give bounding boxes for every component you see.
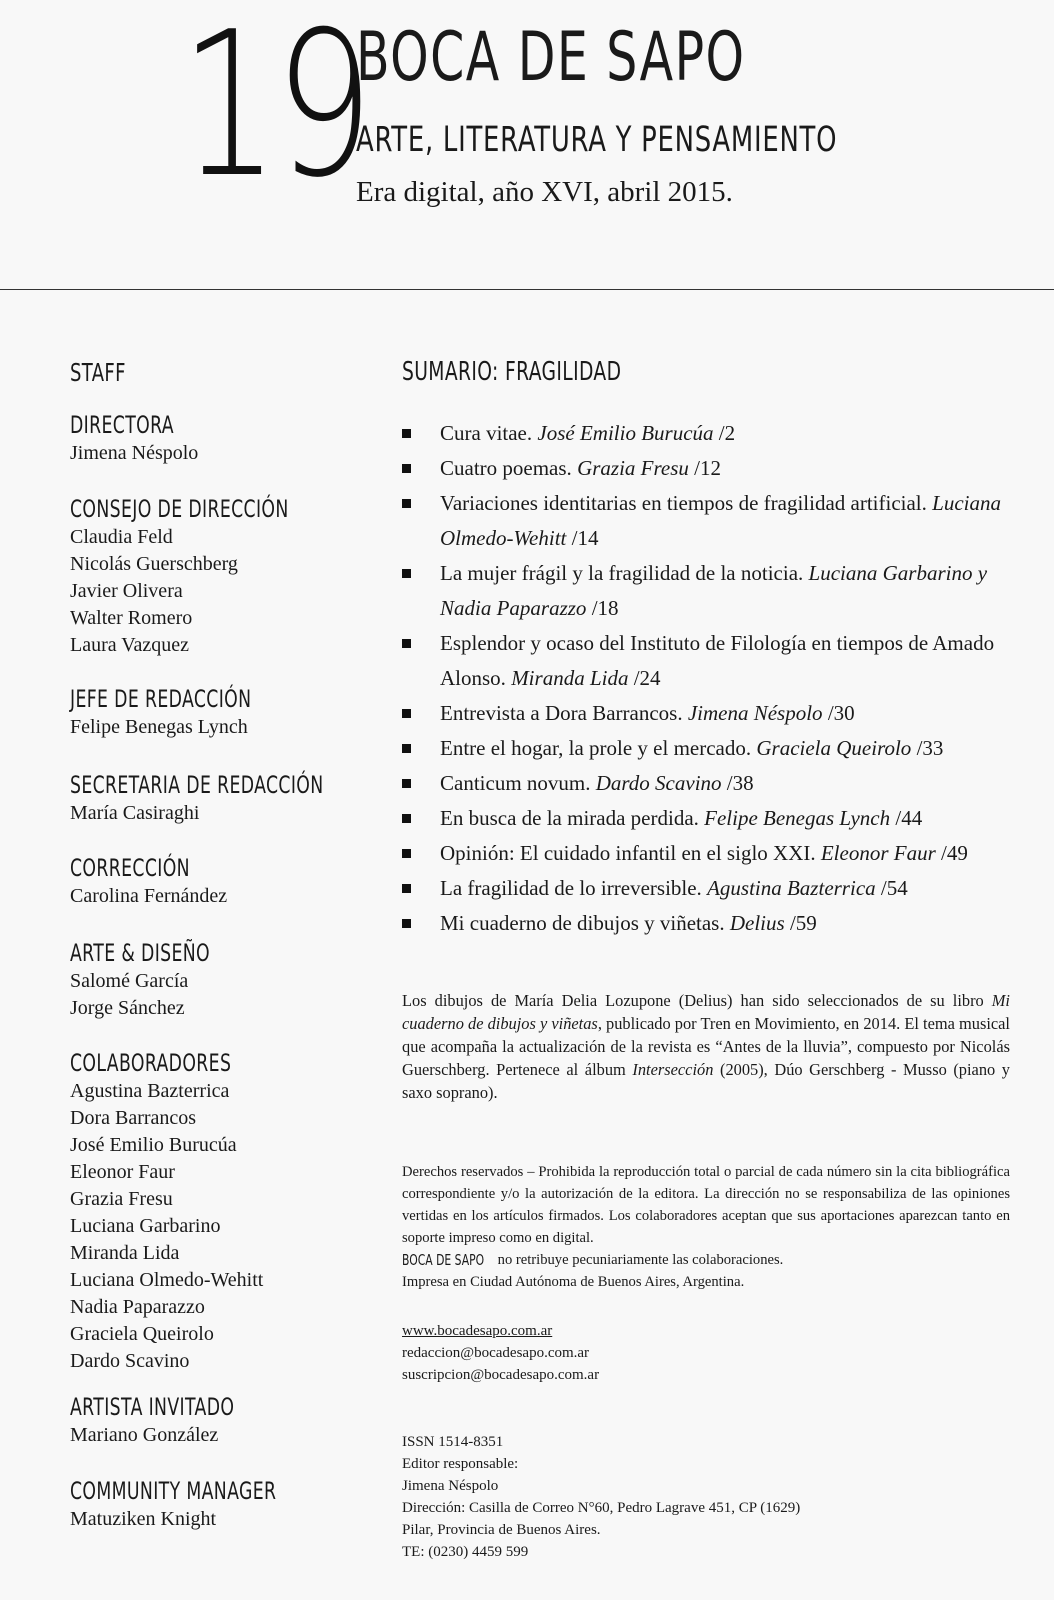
staff-name: Luciana Olmedo-Wehitt [70,1269,264,1291]
staff-name: Luciana Garbarino [70,1215,221,1237]
subscription-email[interactable]: suscripcion@bocadesapo.com.ar [402,1367,600,1383]
toc-author: Dardo Scavino [595,771,722,795]
editorial-email[interactable]: redaccion@bocadesapo.com.ar [402,1345,590,1361]
staff-name: Dardo Scavino [70,1350,190,1372]
book-title: Mi cuaderno de dibujos y viñetas [402,991,1010,1033]
staff-role: JEFE DE REDACCIÓN [70,685,252,713]
square-bullet-icon [402,779,411,788]
summary-column [402,356,1012,935]
staff-name: Nadia Paparazzo [70,1296,205,1318]
staff-section-consejo [70,494,370,659]
staff-name: Jimena Néspolo [70,442,199,464]
contact-block [402,1320,1010,1386]
staff-name: Salomé García [70,970,189,992]
staff-name: Javier Olivera [70,580,183,602]
square-bullet-icon [402,709,411,718]
editor-name: Jimena Néspolo [402,1478,499,1494]
rights-notice [402,1161,1010,1293]
toc-page: /44 [895,806,923,830]
rights-text: Derechos reservados – Prohibida la reproducción total o parcial de cada número sin la cita bibliográfica correspondiente y/o la autorización de la editora. La dirección no se responsabiliza de las opiniones vertidas en los artículos firmados. Los colaboradores aceptan que sus aportaciones aparezcan tanto en soporte impreso como en digital. [402,1164,1010,1246]
staff-name: Laura Vazquez [70,634,190,656]
summary-heading: SUMARIO: FRAGILIDAD [402,357,622,387]
staff-role: COLABORADORES [70,1049,232,1077]
toc-item[interactable] [402,696,1012,731]
toc-author: Delius [729,911,785,935]
staff-name: Walter Romero [70,607,193,629]
square-bullet-icon [402,744,411,753]
toc-author: Miranda Lida [511,666,629,690]
brand-note-line [402,1249,1010,1271]
staff-name: Mariano González [70,1424,219,1446]
staff-role: ARTE & DISEÑO [70,939,211,967]
square-bullet-icon [402,849,411,858]
toc-title: Entrevista a Dora Barrancos. [440,701,683,725]
table-of-contents [402,416,1012,941]
staff-name: Nicolás Guerschberg [70,553,238,575]
square-bullet-icon [402,919,411,928]
square-bullet-icon [402,499,411,508]
toc-title: Entre el hogar, la prole y el mercado. [440,736,752,760]
imprint-block [402,1431,1010,1563]
toc-author: Luciana Olmedo-Wehitt [440,491,1001,550]
staff-section-correccion [70,853,370,910]
header-divider [0,289,1054,290]
toc-title: Esplendor y ocaso del Instituto de Filología en tiempos de Amado Alonso. [440,631,995,690]
toc-page: /49 [941,841,968,865]
staff-name: José Emilio Burucúa [70,1134,237,1156]
staff-column [70,358,370,1530]
staff-name: María Casiraghi [70,802,200,824]
staff-name: Carolina Fernández [70,885,228,907]
address-line-1: Dirección: Casilla de Correo N°60, Pedro Lagrave 451, CP (1629) [402,1500,801,1516]
staff-section-jefe-redaccion [70,684,370,741]
staff-name: Dora Barrancos [70,1107,197,1129]
toc-item[interactable] [402,731,1012,766]
staff-section-arte-diseno [70,938,370,1022]
toc-page: /38 [726,771,754,795]
brand-note: no retribuye pecuniariamente las colaboraciones. [497,1252,784,1268]
magazine-subtitle: ARTE, LITERATURA Y PENSAMIENTO [356,120,838,160]
editor-label: Editor responsable: [402,1456,519,1472]
toc-item[interactable] [402,626,1012,696]
staff-name: Matuziken Knight [70,1508,217,1530]
staff-role: SECRETARIA DE REDACCIÓN [70,771,324,799]
staff-section-colaboradores [70,1048,370,1375]
toc-author: Jimena Néspolo [687,701,823,725]
toc-title: Cura vitae. [440,421,533,445]
blurb-text: (2005), Dúo Gerschberg - Musso (piano y saxo soprano). [402,1060,1010,1102]
toc-title: Opinión: El cuidado infantil en el siglo XXI. [440,841,816,865]
toc-title: La mujer frágil y la fragilidad de la noticia. [440,561,804,585]
toc-item[interactable] [402,451,1012,486]
edition-line: Era digital, año XVI, abril 2015. [356,176,733,208]
printed-location: Impresa en Ciudad Autónoma de Buenos Aires, Argentina. [402,1274,745,1290]
square-bullet-icon [402,639,411,648]
toc-page: /30 [827,701,855,725]
album-title: Intersección [632,1060,714,1079]
staff-role: CORRECCIÓN [70,854,190,882]
address-line-2: Pilar, Provincia de Buenos Aires. [402,1522,601,1538]
toc-page: /14 [571,526,599,550]
toc-page: /33 [916,736,944,760]
toc-page: /18 [591,596,619,620]
toc-title: Variaciones identitarias en tiempos de fragilidad artificial. [440,491,927,515]
toc-title: Mi cuaderno de dibujos y viñetas. [440,911,725,935]
toc-author: Grazia Fresu [577,456,689,480]
toc-title: La fragilidad de lo irreversible. [440,876,702,900]
staff-role: COMMUNITY MANAGER [70,1477,277,1505]
staff-name: Claudia Feld [70,526,173,548]
toc-author: Eleonor Faur [820,841,936,865]
issn: ISSN 1514-8351 [402,1434,504,1450]
toc-page: /24 [633,666,661,690]
square-bullet-icon [402,429,411,438]
staff-role: DIRECTORA [70,411,174,439]
staff-role: CONSEJO DE DIRECCIÓN [70,495,289,523]
toc-item[interactable] [402,486,1012,556]
staff-name: Jorge Sánchez [70,997,185,1019]
toc-author: José Emilio Burucúa [537,421,714,445]
toc-title: Cuatro poemas. [440,456,572,480]
toc-item[interactable] [402,836,1012,871]
staff-name: Miranda Lida [70,1242,180,1264]
square-bullet-icon [402,884,411,893]
square-bullet-icon [402,814,411,823]
toc-page: /12 [694,456,721,480]
phone: TE: (0230) 4459 599 [402,1544,529,1560]
toc-author: Graciela Queirolo [756,736,912,760]
toc-title: En busca de la mirada perdida. [440,806,699,830]
staff-heading: STAFF [70,358,126,387]
toc-page: /2 [718,421,736,445]
toc-item[interactable] [402,801,1012,836]
staff-role: ARTISTA INVITADO [70,1393,235,1421]
brand-name: BOCA DE SAPO [402,1251,485,1269]
website-link[interactable]: www.bocadesapo.com.ar [402,1323,553,1339]
square-bullet-icon [402,464,411,473]
toc-title: Canticum novum. [440,771,591,795]
magazine-title: BOCA DE SAPO [356,18,746,97]
staff-name: Eleonor Faur [70,1161,175,1183]
toc-author: Luciana Garbarino y Nadia Paparazzo [440,561,988,620]
toc-item[interactable] [402,416,1012,451]
toc-item[interactable] [402,556,1012,626]
blurb-text: Los dibujos de María Delia Lozupone (Delius) han sido seleccionados de su libro [402,991,984,1010]
square-bullet-icon [402,569,411,578]
staff-name: Grazia Fresu [70,1188,173,1210]
staff-section-community-manager [70,1476,370,1533]
staff-name: Felipe Benegas Lynch [70,716,248,738]
masthead [0,0,1054,290]
toc-page: /59 [789,911,817,935]
issue-number: 19 [180,0,370,222]
staff-section-directora [70,410,370,467]
staff-name: Graciela Queirolo [70,1323,214,1345]
toc-item[interactable] [402,906,1012,941]
toc-item[interactable] [402,766,1012,801]
toc-page: /54 [880,876,908,900]
staff-section-secretaria [70,770,370,827]
blurb-text: , publicado por Tren en Movimiento, en 2014. El tema musical que acompaña la actualización de la revista es “Antes de la lluvia”, compuesto por Nicolás Guerschberg. Pertenece al álbum [402,1014,1010,1079]
toc-author: Agustina Bazterrica [707,876,876,900]
toc-author: Felipe Benegas Lynch [704,806,891,830]
staff-section-artista-invitado [70,1392,370,1449]
drawings-credits-note [402,989,1010,1104]
staff-name: Agustina Bazterrica [70,1080,230,1102]
toc-item[interactable] [402,871,1012,906]
